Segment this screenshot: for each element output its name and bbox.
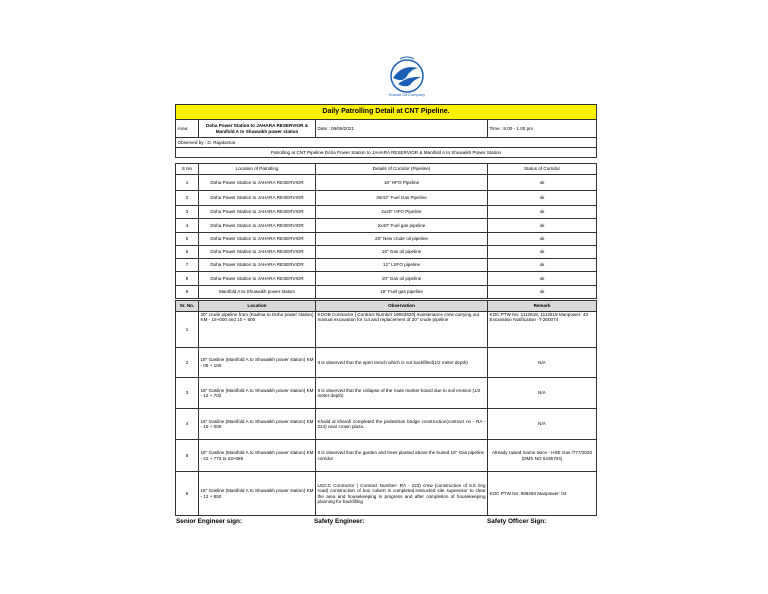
corridor-header-row: [176, 164, 597, 175]
row-status: ok: [488, 191, 597, 206]
table-row: [176, 472, 597, 516]
row-sno: 6: [176, 472, 199, 516]
col-status: Status of Corridor: [488, 164, 597, 175]
row-location: Manifold A to Shuwaikh power station: [199, 286, 316, 299]
table-row: [176, 246, 597, 259]
row-location: Doha Power Station to JAHARA RESERVIOR: [199, 246, 316, 259]
safety-officer-sign: Safety Officer Sign:: [487, 518, 547, 525]
koc-emblem-icon: [378, 50, 436, 100]
table-row: [176, 219, 597, 233]
row-location: 18" Gasline (Manifold A to Shuwaikh power station) KM - 15 + 000: [199, 409, 316, 440]
row-details: 18" Fuel gas pipeline: [316, 286, 488, 299]
row-sno: 8: [176, 272, 199, 286]
row-location: 18" Gasline (Manifold A to Shuwaikh power station) KM - 12 + 850: [199, 472, 316, 516]
table-row: [176, 348, 597, 378]
row-location: Doha Power Station to JAHARA RESERVIOR: [199, 272, 316, 286]
row-remark: N/A: [488, 348, 597, 378]
safety-engineer-sign: Safety Engineer:: [314, 518, 365, 525]
observed-by: Observed by : D. Rajakumar: [176, 138, 597, 148]
table-row: [176, 286, 597, 299]
row-location: 18" Gasline (Manifold A to Shuwaikh power station) KM - 22 + 772 to 23+085: [199, 440, 316, 472]
row-status: ok: [488, 206, 597, 219]
date-field: Date : 06/06/2021: [316, 120, 488, 138]
row-observation: KOOB Contractor [ Contract Number 19053630] maintenance crew carrying out manual excavation for cut and replacement of 20" crude pipeline: [316, 312, 488, 348]
row-location: Doha Power Station to JAHARA RESERVIOR: [199, 175, 316, 191]
row-details: 12" LSFO pipeline: [316, 259, 488, 272]
col-details: Details of Corridor (Pipeline): [316, 164, 488, 175]
row-sno: 1: [176, 312, 199, 348]
row-details: 10" Gas oil pipeline: [316, 272, 488, 286]
patrolling-heading: Patrolling at CNT Pipeline Doha Power Station to JAHARA RESERVIOR & Manifold A to Shuwaikh Power Station: [176, 148, 597, 158]
svg-text:Kuwait Oil Company: Kuwait Oil Company: [388, 92, 426, 97]
time-field: Time : 8.00 - 1.00 pm: [488, 120, 597, 138]
row-status: ok: [488, 272, 597, 286]
row-details: 20" New crude oil pipeline: [316, 233, 488, 246]
row-status: ok: [488, 233, 597, 246]
row-sno: 7: [176, 259, 199, 272]
row-remark: KOC PTW No: 1112618, 1112619 Manpower: 43 Excavation Notification -T-260074: [488, 312, 597, 348]
row-observation: Khalid al kharafi completed the pedestrian bridge construction(contract no - RA - 224) near crown plaza.: [316, 409, 488, 440]
report-title: Daily Patrolling Detail at CNT Pipeline.: [176, 105, 597, 120]
col-sno: S No: [176, 164, 199, 175]
row-sno: 9: [176, 286, 199, 299]
row-observation: It is observed that the collapse of the route marker board due to soil erosion (1/2 meter depth): [316, 378, 488, 409]
row-details: 2x20" HFO Pipeline: [316, 206, 488, 219]
table-row: [176, 409, 597, 440]
row-status: ok: [488, 259, 597, 272]
row-status: ok: [488, 246, 597, 259]
row-remark: Already raised mamo twice - HSE Gas /777/2020 (DMS NO 5435704): [488, 440, 597, 472]
col-remark: Remark: [488, 301, 597, 312]
row-status: ok: [488, 286, 597, 299]
row-observation: It is observed that the open trench which is not backfilled(1/2 meter depth): [316, 348, 488, 378]
row-details: 2x40" Fuel gas pipeline: [316, 219, 488, 233]
observation-table: [175, 300, 597, 516]
row-sno: 6: [176, 246, 199, 259]
row-location: 18" Gasline (Manifold A to Shuwaikh power station) KM - 12 + 702: [199, 378, 316, 409]
table-row: [176, 259, 597, 272]
row-observation: UGCC Contractor | Contract Number- RA - 223) crew (construction of 6.5 ring road) construction of box culvert is completed.instructed site supervisor to clear the area and housekeeping in progress and after completion of housekeeping planning for backfilling: [316, 472, 488, 516]
table-row: [176, 378, 597, 409]
row-sno: 4: [176, 409, 199, 440]
company-logo: [378, 50, 436, 100]
col-location: Location: [199, 301, 316, 312]
area-label: Area:: [176, 120, 199, 138]
row-location: Doha Power Station to JAHARA RESERVIOR: [199, 219, 316, 233]
senior-engineer-sign: Senior Engineer sign:: [176, 518, 243, 525]
table-row: [176, 440, 597, 472]
row-location: Doha Power Station to JAHARA RESERVIOR: [199, 259, 316, 272]
row-sno: 3: [176, 378, 199, 409]
table-row: [176, 191, 597, 206]
area-value: Doha Power Station to JAHARA RESERVIOR & Manifold A to Shuwaikh power station: [199, 120, 316, 138]
row-observation: It is observed that the garden and trees planted above the buried 18" Gas pipeline corridor: [316, 440, 488, 472]
corridor-status-table: [175, 163, 597, 299]
table-row: [176, 312, 597, 348]
row-status: ok: [488, 219, 597, 233]
row-location: Doha Power Station to JAHARA RESERVIOR: [199, 206, 316, 219]
row-details: 16" Gas oil pipeline: [316, 246, 488, 259]
row-sno: 5: [176, 233, 199, 246]
table-row: [176, 206, 597, 219]
row-location: Doha Power Station to JAHARA RESERVIOR: [199, 233, 316, 246]
table-row: [176, 175, 597, 191]
row-sno: 1: [176, 175, 199, 191]
row-sno: 2: [176, 191, 199, 206]
col-observation: Observation: [316, 301, 488, 312]
col-location: Location of Patrolling: [199, 164, 316, 175]
row-remark: N/A: [488, 378, 597, 409]
row-sno: 2: [176, 348, 199, 378]
row-location: 20" crude pipeline from (Kadma to Doha power station) KM - 15+000 and 10 + 500: [199, 312, 316, 348]
row-remark: KOC PTW No: 988493 Manpower: 04: [488, 472, 597, 516]
row-location: Doha Power Station to JAHARA RESERVIOR: [199, 191, 316, 206]
row-sno: 5: [176, 440, 199, 472]
header-table: [175, 104, 597, 158]
row-details: 16" HFO Pipeline: [316, 175, 488, 191]
observation-header-row: [176, 301, 597, 312]
table-row: [176, 233, 597, 246]
row-details: 30/42" Fuel Gas Pipeline: [316, 191, 488, 206]
col-sr-no: Sr. No.: [176, 301, 199, 312]
row-status: ok: [488, 175, 597, 191]
table-row: [176, 272, 597, 286]
row-location: 18" Gasline (Manifold A to Shuwaikh power station) KM - 08 + 100: [199, 348, 316, 378]
row-remark: N/A: [488, 409, 597, 440]
row-sno: 4: [176, 219, 199, 233]
row-sno: 3: [176, 206, 199, 219]
